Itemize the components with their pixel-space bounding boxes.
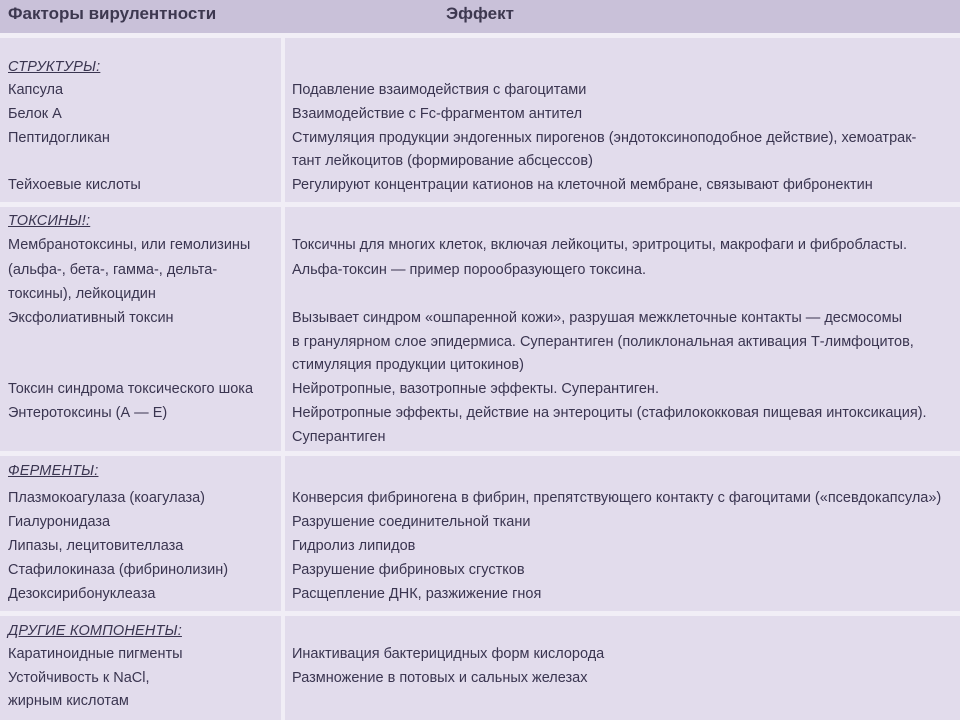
effect-cell: стимуляция продукции цитокинов) <box>292 357 524 373</box>
row-separator <box>0 611 960 616</box>
effect-cell: тант лейкоцитов (формирование абсцессов) <box>292 153 593 169</box>
column-divider <box>281 35 285 720</box>
row-separator <box>0 33 960 38</box>
effect-cell: Регулируют концентрации катионов на клеточной мембране, связывают фибронектин <box>292 177 873 193</box>
factor-cell: Капсула <box>8 82 64 98</box>
row-separator <box>0 202 960 207</box>
factor-cell: Энтеротоксины (А — Е) <box>8 405 168 421</box>
factor-cell: Стафилокиназа (фибринолизин) <box>8 562 229 578</box>
header-effect: Эффект <box>446 4 514 23</box>
factor-cell: Липазы, лецитовителлаза <box>8 538 184 554</box>
effect-cell: Расщепление ДНК, разжижение гноя <box>292 586 542 602</box>
effect-cell: Вызывает синдром «ошпаренной кожи», разрушая межклеточные контакты — десмосомы <box>292 310 902 326</box>
effect-cell: Альфа-токсин — пример порообразующего токсина. <box>292 262 646 278</box>
factor-cell: (альфа-, бета-, гамма-, дельта- <box>8 262 218 278</box>
factor-cell: токсины), лейкоцидин <box>8 286 156 302</box>
factor-cell: Каратиноидные пигменты <box>8 646 183 662</box>
effect-cell: Подавление взаимодействия с фагоцитами <box>292 82 587 98</box>
effect-cell: Разрушение соединительной ткани <box>292 514 531 530</box>
factor-cell: Мембранотоксины, или гемолизины <box>8 237 251 253</box>
factor-cell: Токсин синдрома токсического шока <box>8 381 254 397</box>
effect-cell: Гидролиз липидов <box>292 538 416 554</box>
effect-cell: Стимуляция продукции эндогенных пирогенов (эндотоксиноподобное действие), хемоатрак- <box>292 130 917 146</box>
factor-cell: Тейхоевые кислоты <box>8 177 141 193</box>
effect-cell: Токсичны для многих клеток, включая лейкоциты, эритроциты, макрофаги и фибробласты. <box>292 237 907 253</box>
factor-cell: Дезоксирибонуклеаза <box>8 586 156 602</box>
effect-cell: Инактивация бактерицидных форм кислорода <box>292 646 605 662</box>
factor-cell: Устойчивость к NaCl, <box>8 670 150 686</box>
section-title-structures: СТРУКТУРЫ: <box>8 59 101 75</box>
factor-cell: Эксфолиативный токсин <box>8 310 174 326</box>
factor-cell: Пептидогликан <box>8 130 110 146</box>
section-title-other: ДРУГИЕ КОМПОНЕНТЫ: <box>8 623 182 639</box>
section-title-toxins: ТОКСИНЫ!: <box>8 213 91 229</box>
factor-cell: жирным кислотам <box>8 693 129 709</box>
effect-cell: Взаимодействие с Fc-фрагментом антител <box>292 106 583 122</box>
header-factors: Факторы вирулентности <box>8 4 217 23</box>
effect-cell: Разрушение фибриновых сгустков <box>292 562 525 578</box>
row-separator <box>0 451 960 456</box>
factor-cell: Гиалуронидаза <box>8 514 111 530</box>
effect-cell: Нейротропные эффекты, действие на энтероциты (стафилококковая пищевая интоксикация). <box>292 405 927 421</box>
factor-cell: Плазмокоагулаза (коагулаза) <box>8 490 206 506</box>
effect-cell: Суперантиген <box>292 429 386 445</box>
effect-cell: Нейротропные, вазотропные эффекты. Суперантиген. <box>292 381 659 397</box>
factor-cell: Белок А <box>8 106 62 122</box>
table-header <box>0 0 960 33</box>
effect-cell: Конверсия фибриногена в фибрин, препятствующего контакту с фагоцитами («псевдокапсула») <box>292 490 942 506</box>
effect-cell: в гранулярном слое эпидермиса. Суперантиген (поликлональная активация Т-лимфоцитов, <box>292 334 914 350</box>
effect-cell: Размножение в потовых и сальных железах <box>292 670 588 686</box>
section-title-enzymes: ФЕРМЕНТЫ: <box>8 463 99 479</box>
